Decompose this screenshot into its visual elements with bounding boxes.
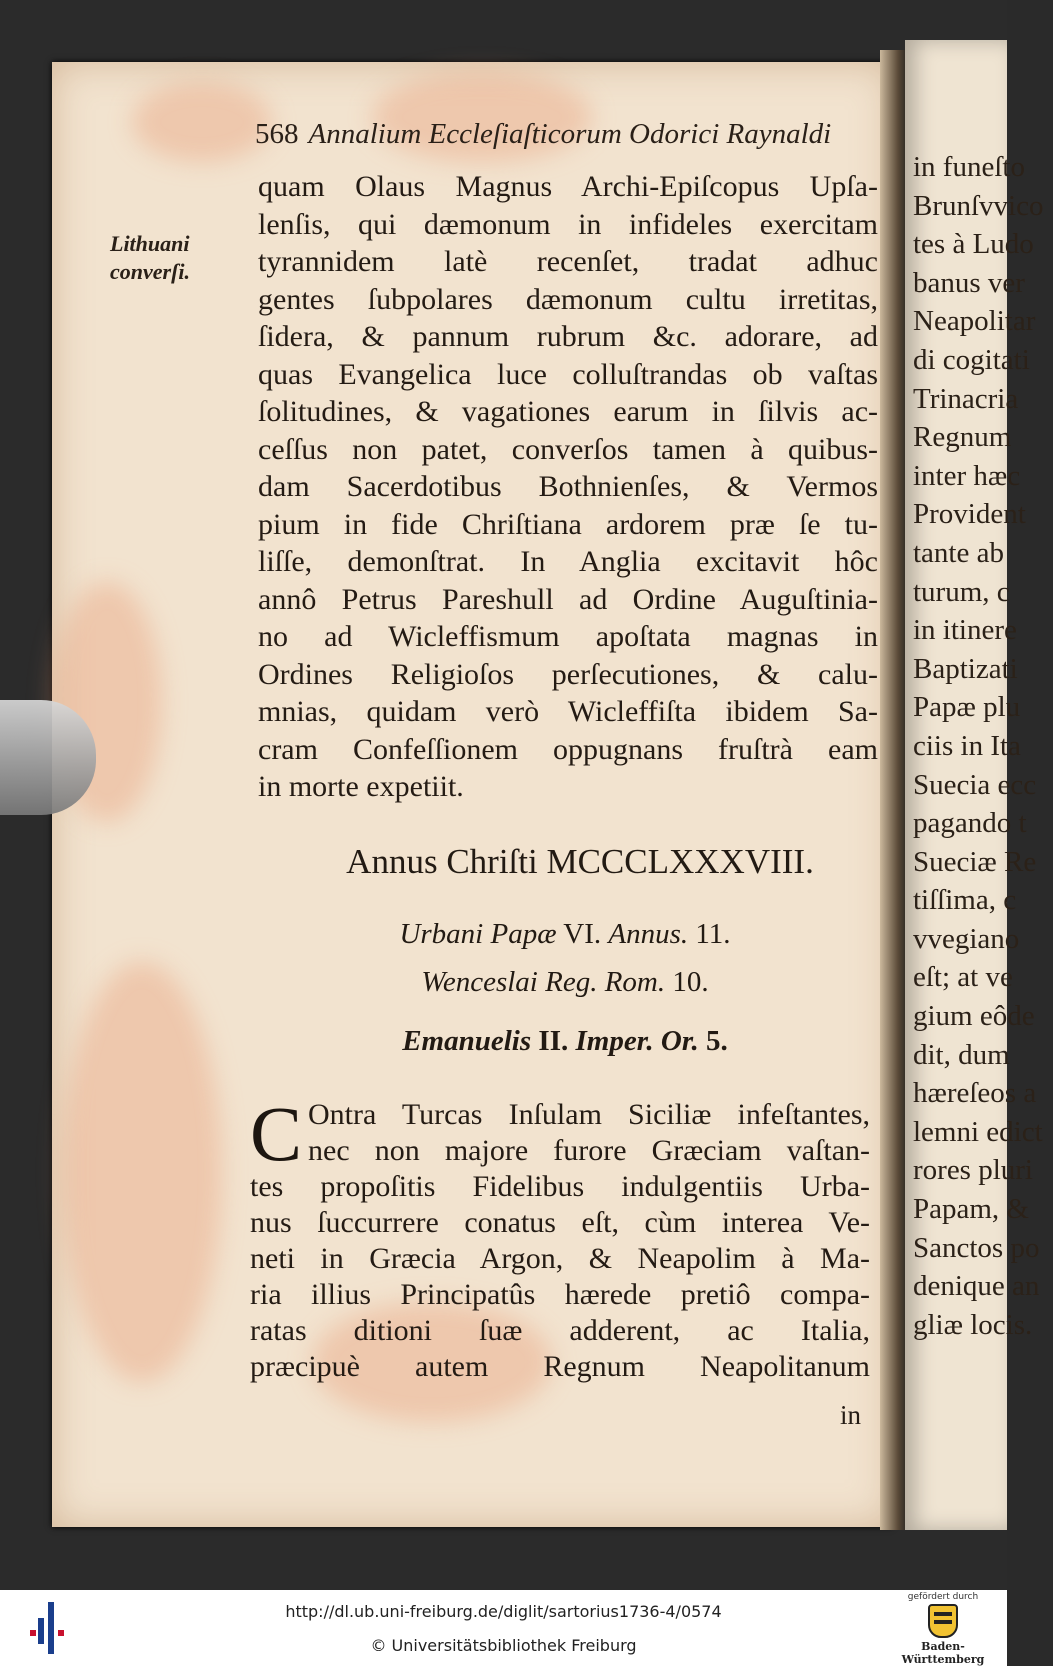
margin-note — [110, 230, 230, 286]
reign-name: Wenceslai Reg. Rom. — [421, 966, 666, 998]
text-line: tyrannidem latè recenſet, tradat adhuc — [258, 245, 878, 278]
stain — [62, 962, 222, 1382]
text-line: neti in Græcia Argon, & Neapolim à Ma- — [250, 1242, 870, 1275]
facing-line: in funeſto — [913, 151, 1025, 183]
facing-line: di cogitati — [913, 343, 1030, 376]
facing-line: Provident — [913, 498, 1026, 531]
funding-state: Baden-Württemberg — [901, 1640, 985, 1666]
facing-line: Brunſvvico — [913, 189, 1044, 222]
facing-line: inter hæc — [913, 459, 1021, 492]
facing-line: lemni edict — [913, 1115, 1043, 1148]
reign-name: Urbani Papæ — [399, 918, 557, 950]
facing-line: vvegiano — [913, 922, 1020, 955]
text-line: cram Confeſſionem oppugnans fruſtrà eam — [258, 732, 878, 766]
facing-line: banus ver — [913, 266, 1025, 299]
facing-line: Regnum — [913, 421, 1012, 454]
reign-name: Emanuelis — [402, 1025, 532, 1057]
year-heading: Annus Chriſti MCCCLXXXVIII. — [346, 842, 814, 881]
facing-line: gium eôde — [913, 1000, 1035, 1033]
copyright-text: © Universitätsbibliothek Freiburg — [370, 1636, 637, 1655]
text-line: ratas ditioni ſuæ adderent, ac Italia, — [250, 1314, 870, 1347]
reign-numeral: VI. — [563, 918, 602, 950]
permalink-url[interactable]: http://dl.ub.uni-freiburg.de/diglit/sartorius1736-4/0574 — [285, 1602, 722, 1621]
text-line: Ontra Turcas Inſulam Siciliæ infeſtantes, — [308, 1098, 870, 1131]
facing-page-text — [913, 148, 1053, 1344]
funding-badge — [888, 1592, 998, 1666]
facing-line: Sueciæ Re — [913, 845, 1037, 878]
facing-line: eſt; at ve — [913, 961, 1013, 994]
text-line: lenſis, qui dæmonum in infideles exercitam — [258, 207, 878, 241]
paragraph-2 — [250, 1090, 870, 1385]
reign-numeral: II. — [538, 1025, 569, 1057]
margin-note-line: Lithuani — [110, 231, 190, 256]
facing-line: Sanctos po — [913, 1231, 1040, 1264]
page-number: 568 — [255, 118, 299, 150]
reign-label: Imper. Or. — [575, 1025, 699, 1057]
facing-line: gliæ locis. — [913, 1308, 1033, 1341]
facing-line: Baptizati — [913, 652, 1018, 685]
state-crest-icon — [928, 1604, 958, 1638]
facing-line: Neapolitar — [913, 305, 1036, 338]
text-line: nec non majore furore Græciam vaſtan- — [308, 1134, 870, 1167]
text-line: ſolitudines, & vagationes earum in ſilvis ac- — [258, 395, 878, 428]
text-line: dam Sacerdotibus Bothnienſes, & Vermos — [258, 470, 878, 503]
facing-line: Papæ plu — [913, 691, 1021, 724]
facing-line: Suecia ecc — [913, 768, 1037, 801]
text-line: annô Petrus Pareshull ad Ordine Auguſtinia- — [258, 582, 878, 616]
running-header — [255, 118, 875, 151]
text-line: ſidera, & pannum rubrum &c. adorare, ad — [258, 320, 878, 353]
facing-line: Trinacria — [913, 382, 1019, 415]
facing-line: ciis in Ita — [913, 729, 1021, 762]
running-title: Annalium Eccleſiaſticorum Odorici Raynaldi — [308, 118, 832, 150]
facing-line: pagando t — [913, 807, 1027, 840]
reign-line-pope — [255, 918, 875, 951]
catchword: in — [840, 1400, 862, 1430]
facing-line: rores pluri — [913, 1154, 1033, 1187]
funding-label: gefördert durch — [907, 1592, 979, 1602]
text-line: liſſe, demonſtrat. In Anglia excitavit hôc — [258, 545, 878, 578]
text-line: pium in fide Chriſtiana ardorem præ ſe tu- — [258, 507, 878, 541]
text-line: præcipuè autem Regnum Neapolitanum — [250, 1350, 870, 1383]
text-line: nus ſuccurrere conatus eſt, cùm interea Ve- — [250, 1206, 870, 1239]
text-line: gentes ſubpolares dæmonum cultu irretitas, — [258, 282, 878, 316]
text-line: tes propoſitis Fidelibus indulgentiis Urba- — [250, 1170, 870, 1203]
stain — [132, 82, 272, 162]
facing-page — [905, 40, 1044, 1530]
facing-line: denique an — [913, 1270, 1040, 1303]
margin-note-line: converſi. — [110, 259, 191, 284]
text-line: in morte expetiit. — [258, 770, 464, 803]
text-line: mnias, quidam verò Wicleffiſta ibidem Sa- — [258, 695, 878, 728]
reign-line-emperor — [255, 1025, 875, 1058]
text-line: quam Olaus Magnus Archi-Epiſcopus Upſa- — [258, 170, 878, 203]
reign-value: 10. — [672, 966, 709, 998]
reign-label: Annus. — [608, 918, 689, 950]
text-line: no ad Wicleffismum apoſtata magnas in — [258, 620, 878, 653]
facing-line: hæreſeos a — [913, 1077, 1037, 1110]
text-line: ceſſus non patet, converſos tamen à quibus- — [258, 432, 878, 466]
reign-value: 11. — [695, 918, 731, 950]
viewer-footer — [0, 1590, 1007, 1666]
reign-line-king — [255, 966, 875, 999]
facing-line: tes à Ludo — [913, 228, 1034, 261]
drop-cap: C — [250, 1090, 303, 1177]
facing-line: tiſſima, c — [913, 884, 1017, 917]
text-line: ria illius Principatûs hærede pretiô compa- — [250, 1278, 870, 1311]
facing-line: Papam, & — [913, 1193, 1029, 1226]
text-line: quas Evangelica luce colluſtrandas ob vaſtas — [258, 357, 878, 391]
reign-value: 5. — [706, 1025, 728, 1057]
facing-line: tante ab — [913, 536, 1004, 569]
facing-line: in itinere — [913, 614, 1017, 647]
facing-line: dit, dum — [913, 1038, 1010, 1071]
paragraph-1 — [258, 168, 878, 806]
facing-line: turum, c — [913, 575, 1010, 608]
text-line: Ordines Religioſos perſecutiones, & calu- — [258, 657, 878, 691]
